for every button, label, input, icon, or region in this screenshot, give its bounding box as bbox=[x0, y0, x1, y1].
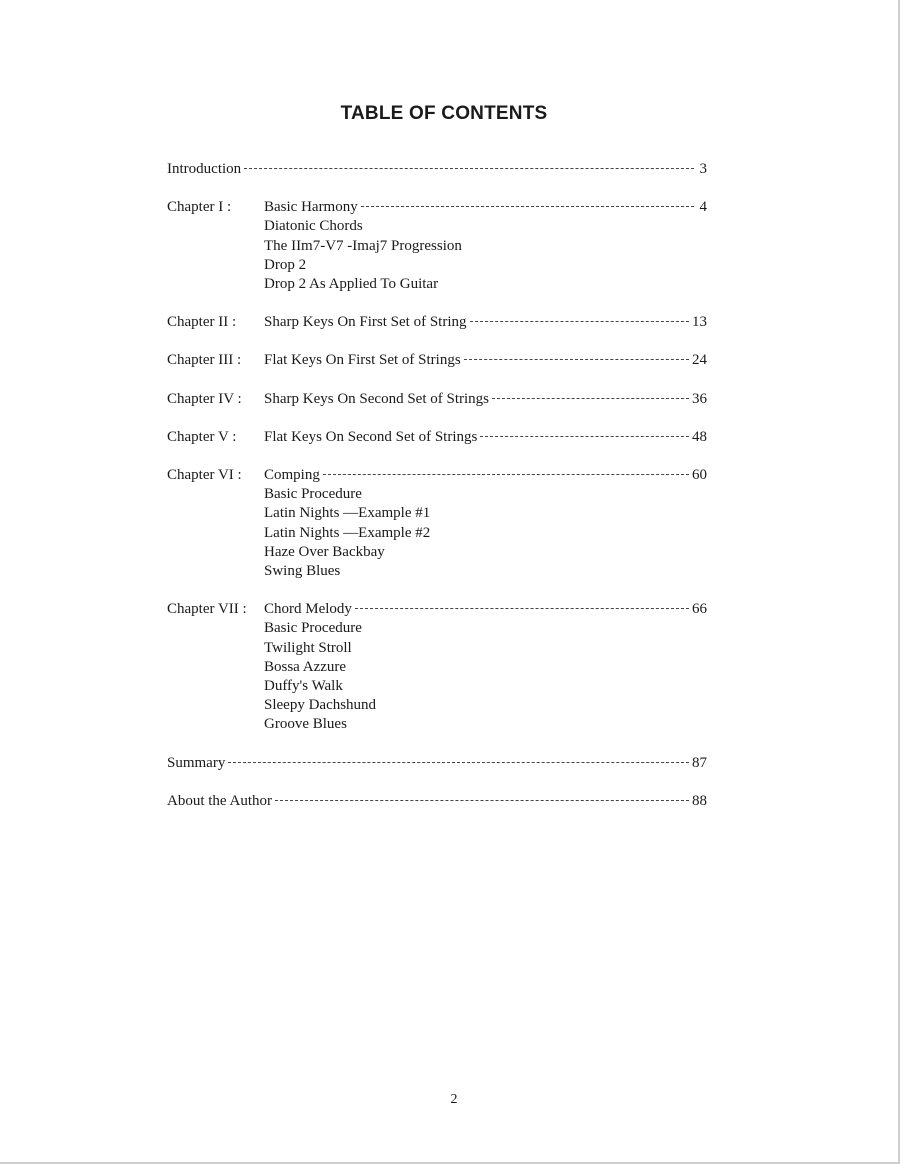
toc-entry-about-author[interactable] bbox=[167, 792, 707, 811]
entry-page-number: 3 bbox=[699, 161, 707, 177]
dot-leader bbox=[355, 608, 689, 609]
dot-leader bbox=[470, 321, 690, 322]
entry-page-number: 60 bbox=[692, 467, 707, 484]
subsection-item: Groove Blues bbox=[264, 716, 347, 733]
chapter-title: Flat Keys On Second Set of Strings bbox=[264, 428, 478, 445]
subsection-item: Swing Blues bbox=[264, 563, 341, 580]
subsection-item: Basic Procedure bbox=[264, 486, 362, 503]
dot-leader bbox=[464, 359, 689, 360]
toc-entry-chapter-3[interactable] bbox=[167, 351, 707, 370]
dot-leader bbox=[323, 474, 689, 475]
dot-leader bbox=[480, 436, 689, 437]
chapter-label: Chapter IV : bbox=[167, 390, 242, 407]
entry-page-number: 4 bbox=[699, 199, 707, 216]
entry-page-number: 24 bbox=[692, 352, 707, 369]
dot-leader bbox=[275, 800, 689, 801]
subsection-item: Haze Over Backbay bbox=[264, 543, 385, 560]
toc-entry-chapter-6[interactable] bbox=[167, 466, 707, 581]
page-title: TABLE OF CONTENTS bbox=[340, 102, 548, 124]
chapter-title: Comping bbox=[264, 467, 320, 484]
dot-leader bbox=[228, 762, 689, 763]
dot-leader bbox=[244, 168, 694, 169]
chapter-label: Chapter V : bbox=[167, 428, 237, 445]
subsection-item: Drop 2 bbox=[264, 256, 307, 273]
subsection-item: Latin Nights —Example #2 bbox=[264, 524, 431, 541]
subsection-item: Diatonic Chords bbox=[264, 218, 363, 235]
entry-page-number: 48 bbox=[692, 428, 707, 445]
chapter-title: Sharp Keys On Second Set of Strings bbox=[264, 390, 489, 407]
entry-page-number: 13 bbox=[692, 314, 707, 331]
chapter-label: Chapter VI : bbox=[167, 467, 242, 484]
entry-page-number: 66 bbox=[692, 601, 707, 618]
subsection-item: The IIm7-V7 -Imaj7 Progression bbox=[264, 237, 462, 254]
toc-entry-chapter-5[interactable] bbox=[167, 428, 707, 447]
subsection-item: Twilight Stroll bbox=[264, 639, 352, 656]
chapter-label: Chapter VII : bbox=[167, 601, 247, 618]
subsection-item: Bossa Azzure bbox=[264, 658, 347, 675]
chapter-title: Flat Keys On First Set of Strings bbox=[264, 352, 461, 369]
toc-entry-summary[interactable] bbox=[167, 754, 707, 773]
entry-page-number: 36 bbox=[692, 390, 707, 407]
toc-entry-introduction[interactable] bbox=[167, 160, 707, 179]
toc-entry-chapter-2[interactable] bbox=[167, 313, 707, 332]
chapter-label: Chapter II : bbox=[167, 314, 237, 331]
subsection-item: Sleepy Dachshund bbox=[264, 697, 377, 714]
chapter-label: Chapter III : bbox=[167, 352, 242, 369]
entry-page-number: 88 bbox=[692, 792, 707, 809]
toc-entry-chapter-4[interactable] bbox=[167, 390, 707, 409]
subsection-item: Drop 2 As Applied To Guitar bbox=[264, 276, 439, 293]
subsection-item: Duffy's Walk bbox=[264, 678, 343, 695]
subsection-item: Latin Nights —Example #1 bbox=[264, 505, 431, 522]
chapter-title: Chord Melody bbox=[264, 601, 352, 618]
toc-entry-chapter-7[interactable] bbox=[167, 600, 707, 734]
chapter-title: Basic Harmony bbox=[264, 199, 358, 216]
entry-title: Summary bbox=[167, 754, 226, 771]
subsection-item: Basic Procedure bbox=[264, 620, 362, 637]
dot-leader bbox=[492, 398, 689, 399]
chapter-title: Sharp Keys On First Set of String bbox=[264, 314, 467, 331]
entry-title: About the Author bbox=[167, 792, 272, 809]
page-number: 2 bbox=[450, 1092, 458, 1107]
toc-entry-chapter-1[interactable] bbox=[167, 198, 707, 294]
entry-title: Introduction bbox=[167, 161, 242, 177]
dot-leader bbox=[361, 206, 694, 207]
table-of-contents bbox=[167, 160, 707, 830]
entry-page-number: 87 bbox=[692, 754, 707, 771]
chapter-label: Chapter I : bbox=[167, 199, 232, 216]
